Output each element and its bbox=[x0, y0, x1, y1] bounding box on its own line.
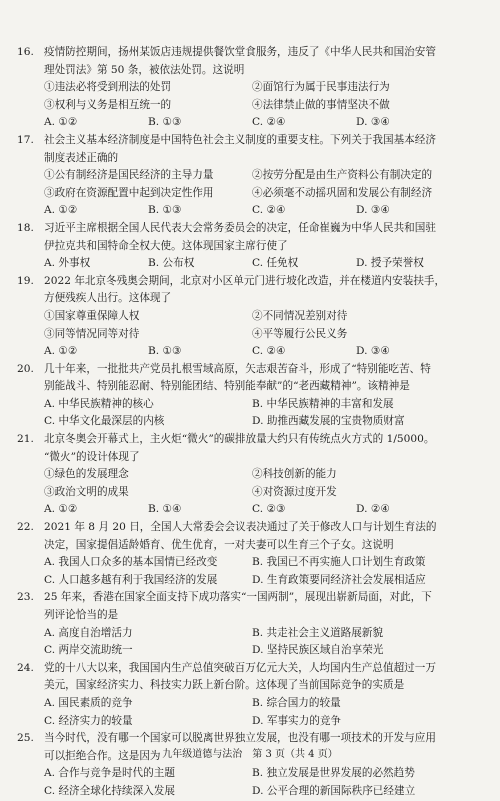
question-stem-line: 几十年来，一批批共产党员扎根雪域高原，矢志艰苦奋斗，形成了“特别能吃苦、特 bbox=[44, 362, 431, 375]
statement-item[interactable]: ③权利与义务是相互统一的 bbox=[44, 98, 172, 111]
answer-option[interactable]: A. ①② bbox=[44, 204, 78, 217]
question-number: 24. bbox=[17, 661, 34, 674]
statement-item[interactable]: ②科技创新的能力 bbox=[252, 468, 337, 481]
statement-item[interactable]: ③同等情况同等对待 bbox=[44, 327, 140, 340]
statement-row bbox=[44, 713, 474, 731]
question-number: 21. bbox=[17, 433, 34, 446]
question-number: 22. bbox=[17, 521, 34, 534]
question-stem-line: 2022 年北京冬残奥会期间，北京对小区单元门进行坡化改造，并在楼道内安装扶手， bbox=[44, 274, 446, 287]
statement-item[interactable]: ②面馆行为属于民事违法行为 bbox=[252, 81, 390, 94]
answer-option[interactable]: B. ①③ bbox=[148, 204, 182, 217]
statement-item[interactable]: A. 国民素质的竞争 bbox=[44, 696, 133, 709]
statement-row bbox=[44, 554, 474, 572]
question-number: 25. bbox=[17, 732, 34, 745]
answer-option[interactable]: D. ③④ bbox=[356, 345, 390, 358]
statement-item[interactable]: ①国家尊重保障人权 bbox=[44, 309, 140, 322]
statement-item[interactable]: B. 我国已不再实施人口计划生育政策 bbox=[252, 556, 426, 569]
answer-option[interactable]: A. 外事权 bbox=[44, 257, 91, 270]
answer-option[interactable]: C. ②④ bbox=[252, 345, 286, 358]
statement-item[interactable]: ②不同情况差别对待 bbox=[252, 309, 348, 322]
question-number: 17. bbox=[17, 133, 34, 146]
question-stem-line: “微火”的设计体现了 bbox=[44, 450, 140, 463]
statement-item[interactable]: ④平等履行公民义务 bbox=[252, 327, 348, 340]
statement-item[interactable]: C. 两岸交流助统一 bbox=[44, 644, 133, 657]
answer-option[interactable]: B. 公布权 bbox=[148, 257, 195, 270]
question-21 bbox=[0, 431, 500, 519]
answer-option[interactable]: B. ①③ bbox=[148, 116, 182, 129]
question-stem-line: 决定，国家提倡适龄婚育、优生优育，一对夫妻可以生育三个子女。这说明 bbox=[44, 538, 394, 551]
statement-item[interactable]: ③政府在资源配置中起到决定性作用 bbox=[44, 186, 214, 199]
question-stem-line: 当今时代，没有哪一个国家可以脱离世界独立发展，也没有哪一项技术的开发与应用 bbox=[44, 732, 436, 745]
question-24 bbox=[0, 660, 500, 730]
answer-option[interactable]: A. ①② bbox=[44, 116, 78, 129]
statement-item[interactable]: ①公有制经济是国民经济的主导力量 bbox=[44, 169, 214, 182]
statement-row bbox=[44, 79, 474, 97]
statement-item[interactable]: ②按劳分配是由生产资料公有制决定的 bbox=[252, 169, 433, 182]
statement-row bbox=[44, 396, 474, 414]
statement-item[interactable]: A. 合作与竞争是时代的主题 bbox=[44, 767, 175, 780]
question-stem-line: 社会主义基本经济制度是中国特色社会主义制度的重要支柱。下列关于我国基本经济 bbox=[44, 133, 436, 146]
statement-row bbox=[44, 484, 474, 502]
question-number: 18. bbox=[17, 221, 34, 234]
answer-option[interactable]: D. ③④ bbox=[356, 204, 390, 217]
statement-item[interactable]: ④法律禁止做的事情坚决不做 bbox=[252, 98, 390, 111]
question-number: 23. bbox=[17, 591, 34, 604]
statement-item[interactable]: C. 人口越多越有利于我国经济的发展 bbox=[44, 573, 218, 586]
statement-item[interactable]: D. 坚持民族区域自治享荣光 bbox=[252, 644, 384, 657]
answer-option[interactable]: C. 任免权 bbox=[252, 257, 299, 270]
statement-item[interactable]: A. 我国人口众多的基本国情已经改变 bbox=[44, 556, 218, 569]
statement-row bbox=[44, 642, 474, 660]
answer-option[interactable]: D. 授予荣誉权 bbox=[356, 257, 424, 270]
exam-page bbox=[0, 44, 500, 801]
statement-item[interactable]: B. 共走社会主义道路展新貌 bbox=[252, 626, 384, 639]
statement-item[interactable]: B. 独立发展是世界发展的必然趋势 bbox=[252, 767, 415, 780]
question-stem-line: 北京冬奥会开幕式上，主火炬“微火”的碳排放量大约只有传统点火方式的 1/5000。 bbox=[44, 433, 435, 446]
question-23 bbox=[0, 589, 500, 659]
question-stem-line: 美元，国家经济实力、科技实力跃上新台阶。这体现了当前国际竞争的实质是 bbox=[44, 679, 405, 692]
question-stem-line: 制度表述正确的 bbox=[44, 151, 119, 164]
statement-item[interactable]: C. 经济实力的较量 bbox=[44, 714, 133, 727]
question-20 bbox=[0, 361, 500, 431]
answer-option[interactable]: B. ①④ bbox=[148, 503, 182, 516]
answer-option[interactable]: C. ②④ bbox=[252, 204, 286, 217]
statement-item[interactable]: A. 中华民族精神的核心 bbox=[44, 397, 154, 410]
question-16 bbox=[0, 44, 500, 132]
statement-row bbox=[44, 625, 474, 643]
statement-item[interactable]: ①绿色的发展理念 bbox=[44, 468, 129, 481]
statement-item[interactable]: B. 中华民族精神的丰富和发展 bbox=[252, 397, 394, 410]
page-footer: 九年级道德与法治 第 3 页（共 4 页） bbox=[162, 749, 338, 760]
answer-options bbox=[44, 202, 474, 220]
question-18 bbox=[0, 220, 500, 273]
question-stem-line: 疫情防控期间，扬州某饭店违规提供餐饮堂食服务，违反了《中华人民共和国治安管 bbox=[44, 46, 436, 58]
statement-row bbox=[44, 185, 474, 203]
statement-item[interactable]: ①违法必将受到刑法的处罚 bbox=[44, 81, 172, 94]
question-stem-line: 可以拒绝合作。这是因为 bbox=[44, 749, 161, 762]
statement-row bbox=[44, 97, 474, 115]
question-stem-line: 理处罚法》第 50 条，被依法处罚。这说明 bbox=[44, 63, 245, 76]
statement-row bbox=[44, 326, 474, 344]
answer-option[interactable]: B. ①③ bbox=[148, 345, 182, 358]
statement-row bbox=[44, 308, 474, 326]
statement-item[interactable]: D. 公平合理的新国际秩序已经建立 bbox=[252, 784, 416, 797]
statement-item[interactable]: C. 中华文化最深层的内核 bbox=[44, 415, 165, 428]
question-25 bbox=[0, 730, 500, 800]
statement-item[interactable]: ④对资源过度开发 bbox=[252, 485, 337, 498]
statement-row bbox=[44, 466, 474, 484]
question-stem-line: 党的十八大以来，我国国内生产总值突破百万亿元大关，人均国内生产总值超过一万 bbox=[44, 661, 436, 674]
answer-options bbox=[44, 501, 474, 519]
question-stem-line: 方便残疾人出行。这体现了 bbox=[44, 292, 172, 305]
statement-row bbox=[44, 167, 474, 185]
answer-option[interactable]: D. ②④ bbox=[356, 503, 390, 516]
answer-options bbox=[44, 343, 474, 361]
statement-row bbox=[44, 413, 474, 431]
question-number: 19. bbox=[17, 274, 34, 287]
statement-item[interactable]: D. 助推西藏发展的宝贵物质财富 bbox=[252, 415, 405, 428]
answer-options bbox=[44, 255, 474, 273]
statement-item[interactable]: B. 综合国力的较量 bbox=[252, 696, 341, 709]
statement-row bbox=[44, 695, 474, 713]
question-number: 16. bbox=[17, 46, 34, 58]
statement-item[interactable]: C. 经济全球化持续深入发展 bbox=[44, 784, 175, 797]
statement-item[interactable]: A. 高度自治增活力 bbox=[44, 626, 133, 639]
question-stem-line: 2021 年 8 月 20 日，全国人大常委会会议表决通过了关于修改人口与计划生育法的 bbox=[44, 521, 437, 534]
question-17 bbox=[0, 132, 500, 220]
question-number: 20. bbox=[17, 362, 34, 375]
answer-option[interactable]: A. ①② bbox=[44, 345, 78, 358]
question-stem-line: 别能战斗、特别能忍耐、特别能团结、特别能奉献”的“老西藏精神”。该精神是 bbox=[44, 380, 410, 393]
answer-option[interactable]: A. ①② bbox=[44, 503, 78, 516]
statement-row bbox=[44, 572, 474, 590]
statement-item[interactable]: D. 军事实力的竞争 bbox=[252, 714, 342, 727]
statement-item[interactable]: ③政治文明的成果 bbox=[44, 485, 129, 498]
question-stem-line: 25 年来，香港在国家全面支持下成功落实“一国两制”，展现出崭新局面，对此，下 bbox=[44, 591, 432, 604]
question-stem-line: 习近平主席根据全国人民代表大会常务委员会的决定，任命崔巍为中华人民共和国驻 bbox=[44, 221, 436, 234]
question-22 bbox=[0, 519, 500, 589]
question-stem-line: 伊拉克共和国特命全权大使。这体现国家主席行使了 bbox=[44, 239, 288, 252]
answer-option[interactable]: D. ③④ bbox=[356, 116, 390, 129]
statement-item[interactable]: ④必须毫不动摇巩固和发展公有制经济 bbox=[252, 186, 433, 199]
answer-options bbox=[44, 114, 474, 132]
question-stem-line: 列评论恰当的是 bbox=[44, 609, 119, 621]
answer-option[interactable]: C. ②④ bbox=[252, 116, 286, 129]
statement-item[interactable]: D. 生育政策要同经济社会发展相适应 bbox=[252, 573, 426, 586]
statement-row bbox=[44, 783, 474, 801]
question-19 bbox=[0, 273, 500, 361]
answer-option[interactable]: C. ②③ bbox=[252, 503, 286, 516]
